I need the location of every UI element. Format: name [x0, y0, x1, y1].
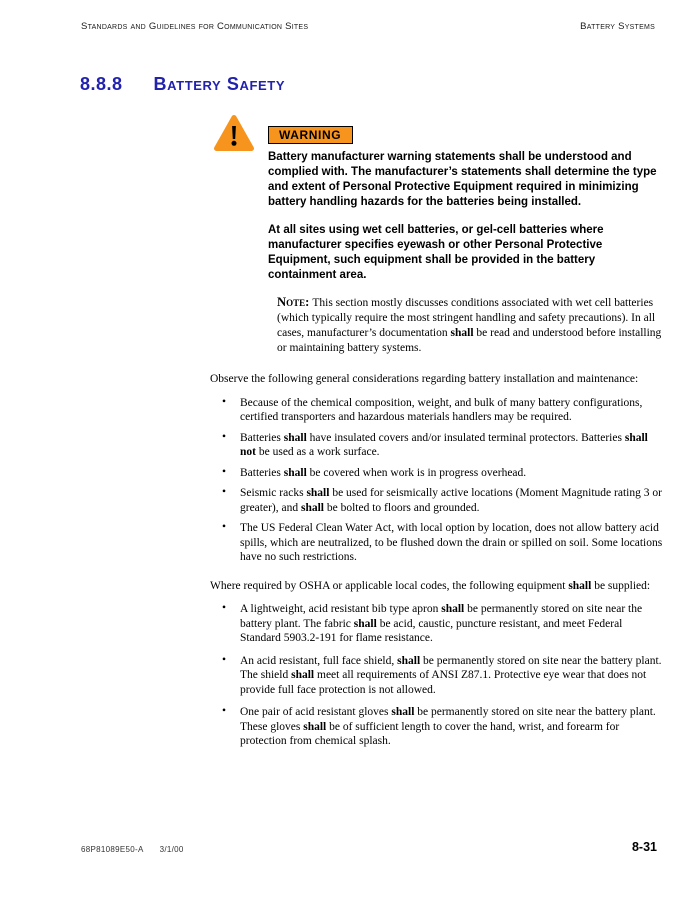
list-item-text: An acid resistant, full face shield, shall be permanently stored on site near the battery plant. The shield shall meet all requirements of ANSI Z87.1. Protective eye wear that does not provide full face protection is not allowed. — [240, 654, 662, 696]
bullet-icon: • — [222, 486, 227, 498]
list-item — [210, 431, 666, 460]
intro-paragraph-2: Where required by OSHA or applicable local codes, the following equipment shall be supplied: — [210, 579, 651, 592]
footer-left — [81, 845, 184, 854]
warning-paragraph: At all sites using wet cell batteries, or gel-cell batteries where manufacturer specifies eyewash or other Personal Protective Equipment, such equipment shall be provided in the battery containment area. — [268, 224, 604, 281]
warning-label-text: WARNING — [279, 128, 342, 142]
list-item-text: Seismic racks shall be used for seismically active locations (Moment Magnitude rating 3 or greater), and shall be bolted to floors and grounded. — [240, 487, 662, 514]
list-item-text: Batteries shall have insulated covers and/or insulated terminal protectors. Batteries shall not be used as a work surface. — [240, 431, 648, 458]
note-label: Note: — [277, 295, 310, 309]
warning-text-block — [268, 150, 661, 296]
header-right-title: Battery Systems — [580, 21, 655, 32]
bullet-icon: • — [222, 653, 227, 666]
equipment-list — [210, 602, 666, 749]
list-item — [210, 602, 666, 646]
footer-date: 3/1/00 — [159, 845, 184, 854]
considerations-list — [210, 396, 666, 565]
note-text: This section mostly discusses conditions associated with wet cell batteries (which typically require the most stringent handling and safety precautions). In all cases, manufacturer’s documentation shall be read and understood before installing or maintaining battery systems. — [277, 297, 662, 354]
section-title: Battery Safety — [153, 74, 286, 94]
list-item — [210, 654, 666, 698]
list-item-text: Because of the chemical composition, weight, and bulk of many battery configurations, certified transporters and hazardous materials handlers may be required. — [240, 396, 643, 423]
bullet-icon: • — [222, 395, 227, 408]
warning-label-box — [268, 126, 353, 144]
intro-paragraph-1: Observe the following general considerations regarding battery installation and maintenance: — [210, 373, 639, 385]
page-header — [81, 21, 655, 32]
bullet-icon: • — [222, 705, 227, 717]
warning-triangle-icon — [213, 114, 255, 153]
bullet-icon: • — [222, 521, 227, 533]
section-number: 8.8.8 — [80, 74, 123, 94]
list-item-text: The US Federal Clean Water Act, with local option by location, does not allow battery acid spills, which are neutralized, to be flushed down the drain or spilled on soil. Some locations have no such restrictions. — [240, 522, 663, 563]
note-block — [277, 295, 663, 356]
bullet-icon: • — [222, 602, 227, 614]
section-heading — [80, 74, 285, 95]
bullet-icon: • — [222, 465, 227, 478]
bullet-icon: • — [222, 430, 227, 443]
list-item — [210, 486, 666, 515]
footer-doc-number: 68P81089E50-A — [81, 845, 144, 854]
header-left-title: Standards and Guidelines for Communication Sites — [81, 21, 309, 32]
list-item — [210, 521, 666, 565]
list-item-text: A lightweight, acid resistant bib type apron shall be permanently stored on site near the battery plant. The fabric shall be acid, caustic, puncture resistant, and meet Federal Standard 5903.2-191 for flame resistance. — [240, 603, 643, 644]
footer-page-number: 8-31 — [631, 840, 657, 854]
list-item — [210, 466, 666, 481]
list-item-text: Batteries shall be covered when work is in progress overhead. — [240, 466, 527, 479]
warning-paragraph: Battery manufacturer warning statements shall be understood and complied with. The manufacturer’s statements shall determine the type and extent of Personal Protective Equipment required in minimizing battery handling hazards for the batteries being installed. — [268, 151, 657, 208]
body-content — [210, 372, 666, 763]
list-item-text: One pair of acid resistant gloves shall be permanently stored on site near the battery plant. These gloves shall be of sufficient length to cover the hand, wrist, and forearm for protection from chemical splash. — [240, 706, 656, 747]
list-item — [210, 705, 666, 749]
list-item — [210, 396, 666, 425]
